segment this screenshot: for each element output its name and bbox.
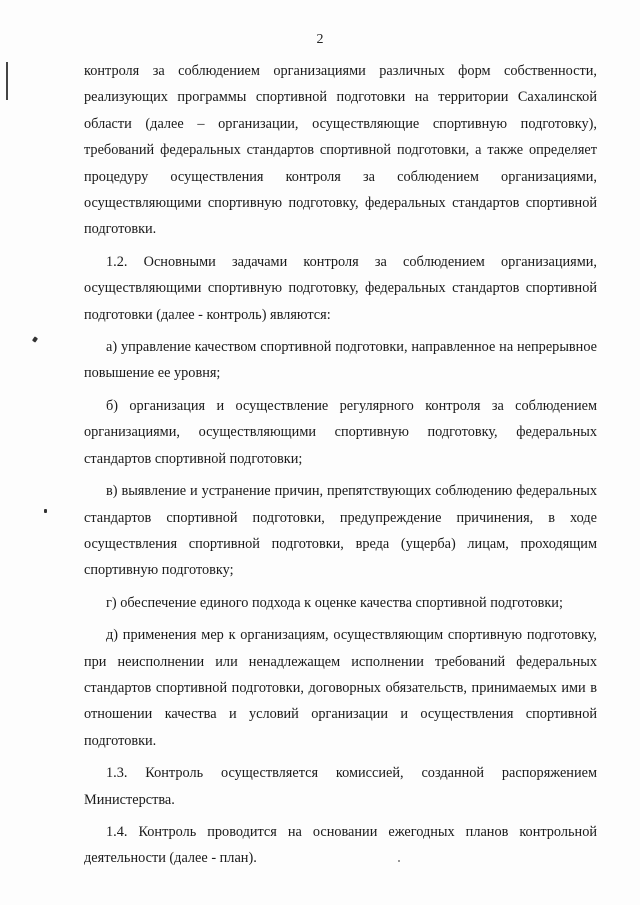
paragraph-clause-1-2-d: д) применения мер к организациям, осуществляющим спортивную подготовку, при неисполнении или ненадлежащем исполнении требований федеральных стандартов спортивной подготовки, договорных обязательств, принимаемых ими в отношении качества и условий организации и осуществления спортивной подготовки. xyxy=(84,627,597,749)
paragraph-clause-1-2-v: в) выявление и устранение причин, препятствующих соблюдению федеральных стандартов спортивной подготовки, предупреждение причинения, в ходе осуществления спортивной подготовки, вреда (ущерба) лицам, проходящим спортивную подготовку; xyxy=(84,483,597,579)
paragraph-clause-1-2-g: г) обеспечение единого подхода к оценке качества спортивной подготовки; xyxy=(106,594,563,611)
scan-speck xyxy=(44,509,47,513)
paragraph-clause-1-2-a: а) управление качеством спортивной подготовки, направленное на непрерывное повышение ее уровня; xyxy=(84,339,597,382)
page-number: 2 xyxy=(316,32,324,47)
paragraph-clause-1-3: 1.3. Контроль осуществляется комиссией, созданной распоряжением Министерства. xyxy=(84,765,597,808)
paragraph-clause-1-4: 1.4. Контроль проводится на основании ежегодных планов контрольной деятельности (далее - план). xyxy=(84,823,597,867)
scan-speck xyxy=(398,860,400,862)
paragraph-clause-1-2-b: б) организация и осуществление регулярного контроля за соблюдением организациями, осуществляющими спортивную подготовку, федеральных стандартов спортивной подготовки; xyxy=(84,397,597,467)
scan-speck xyxy=(32,336,38,342)
paragraph-clause-1-2: 1.2. Основными задачами контроля за соблюдением организациями, осуществляющими спортивную подготовку, федеральных стандартов спортивной подготовки (далее - контроль) являются: xyxy=(84,253,597,323)
scan-margin-mark xyxy=(6,62,8,100)
paragraph-intro-continuation: контроля за соблюдением организациями различных форм собственности, реализующих программы спортивной подготовки на территории Сахалинской области (далее – организации, осуществляющие спортивную подготовку), требований федеральных стандартов спортивной подготовки, а также определяет процедуру осуществления контроля за соблюдением организациями, осуществляющими спортивную подготовку, федеральных стандартов спортивной подготовки. xyxy=(84,63,597,238)
document-body xyxy=(84,58,597,872)
